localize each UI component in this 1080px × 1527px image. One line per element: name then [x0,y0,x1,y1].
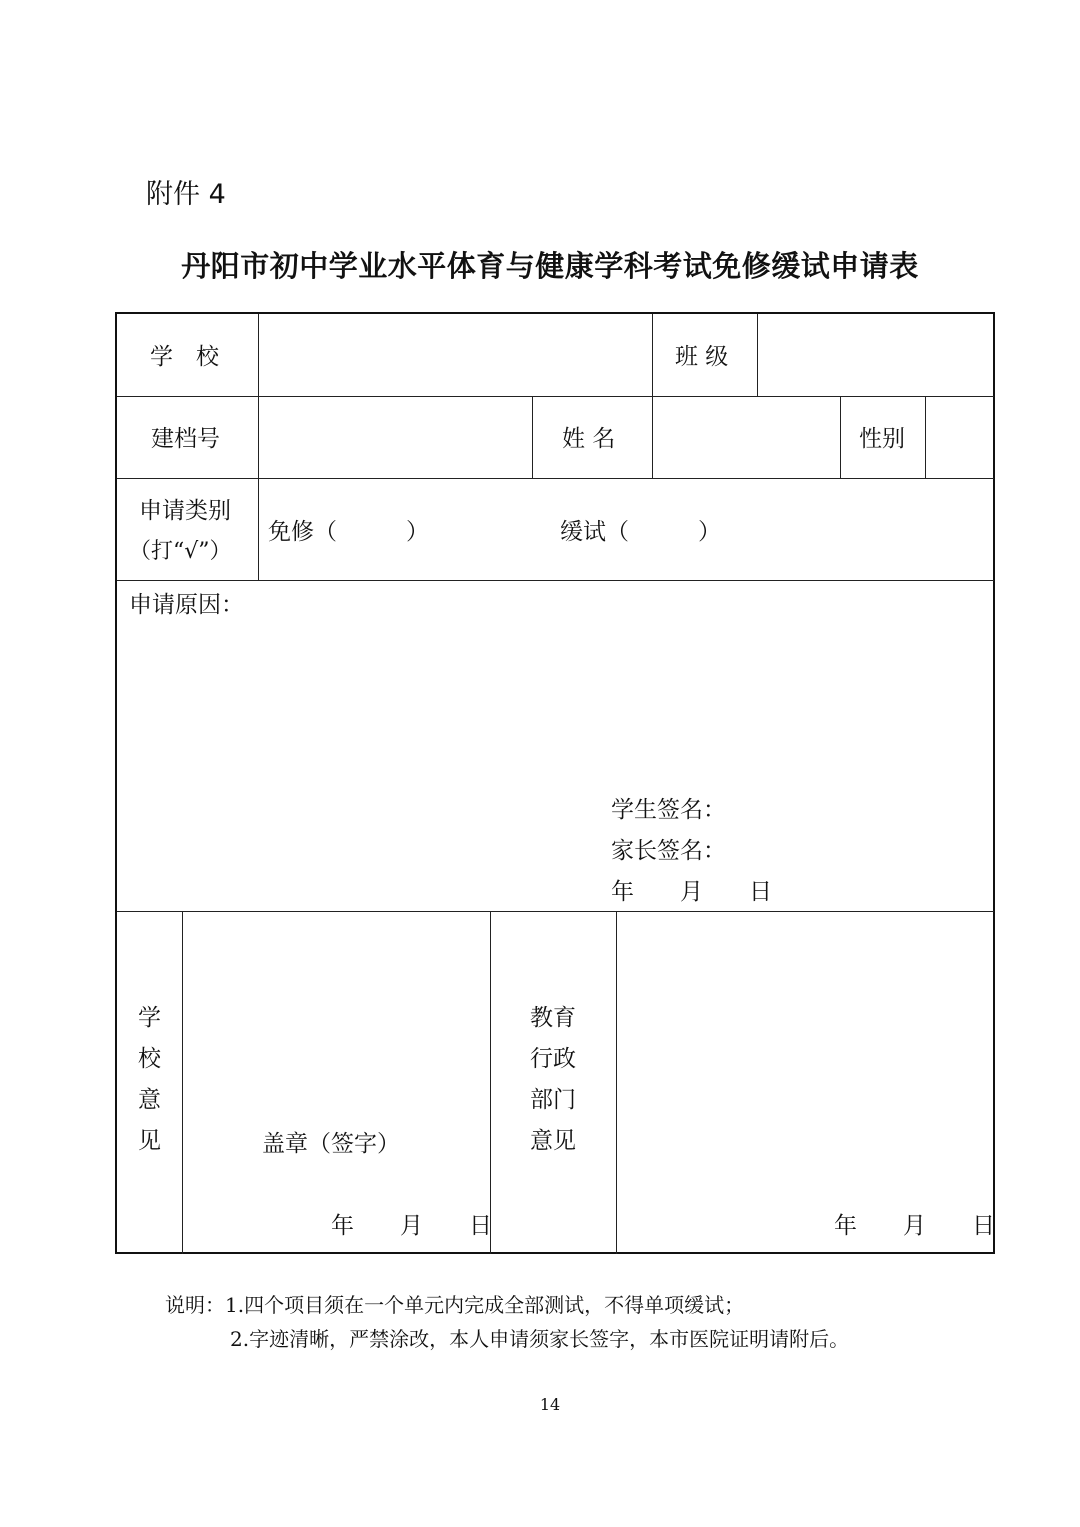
school-label: 学 校 [150,344,219,370]
school-opinion-date: 年 月 日 [331,1213,492,1239]
school-opinion-label: 学 校 意 见 [138,1005,161,1154]
class-input-cell[interactable] [760,316,990,394]
school-stamp-label: 盖章（签字） [262,1131,400,1157]
category-hint: （打“√”） [129,539,232,564]
column-divider [532,396,533,478]
edu-opinion-label: 教育 行政 部门 意见 [530,1005,576,1154]
row-divider [117,396,994,397]
column-divider [258,314,259,478]
defer-option[interactable]: 缓试（ ） [560,519,721,545]
page-number: 14 [539,1395,561,1414]
row-divider [117,580,994,581]
application-form-table [115,312,995,1254]
column-divider [652,396,653,478]
file-number-input-cell[interactable] [260,398,530,476]
exempt-option[interactable]: 免修（ ） [268,519,429,545]
row-divider [117,478,994,479]
column-divider [258,478,259,580]
name-label: 姓 名 [562,426,616,452]
column-divider [182,911,183,1254]
gender-input-cell[interactable] [927,398,991,476]
name-input-cell[interactable] [654,398,838,476]
form-title: 丹阳市初中学业水平体育与健康学科考试免修缓试申请表 [181,249,919,283]
parent-signature-label: 家长签名： [611,838,726,864]
notes-line-2: 2.字迹清晰，严禁涂改，本人申请须家长签字，本市医院证明请附后。 [230,1327,850,1351]
column-divider [490,911,491,1254]
column-divider [652,314,653,396]
school-opinion-input-area[interactable] [187,919,485,1099]
category-label: 申请类别 [139,498,231,524]
reason-input-area[interactable] [129,614,979,774]
reason-date: 年 月 日 [611,879,772,905]
column-divider [925,396,926,478]
student-signature-label: 学生签名： [611,797,726,823]
column-divider [616,911,617,1254]
gender-label: 性别 [859,426,905,452]
edu-opinion-date: 年 月 日 [834,1213,995,1239]
column-divider [840,396,841,478]
edu-opinion-input-area[interactable] [622,919,990,1189]
school-input-cell[interactable] [260,316,650,394]
class-label: 班 级 [675,344,729,370]
column-divider [757,314,758,396]
notes-line-1: 说明：1.四个项目须在一个单元内完成全部测试，不得单项缓试； [165,1293,745,1317]
reason-label: 申请原因： [129,592,244,618]
attachment-label: 附件 4 [146,179,226,210]
row-divider [117,911,994,912]
file-number-label: 建档号 [151,426,220,452]
